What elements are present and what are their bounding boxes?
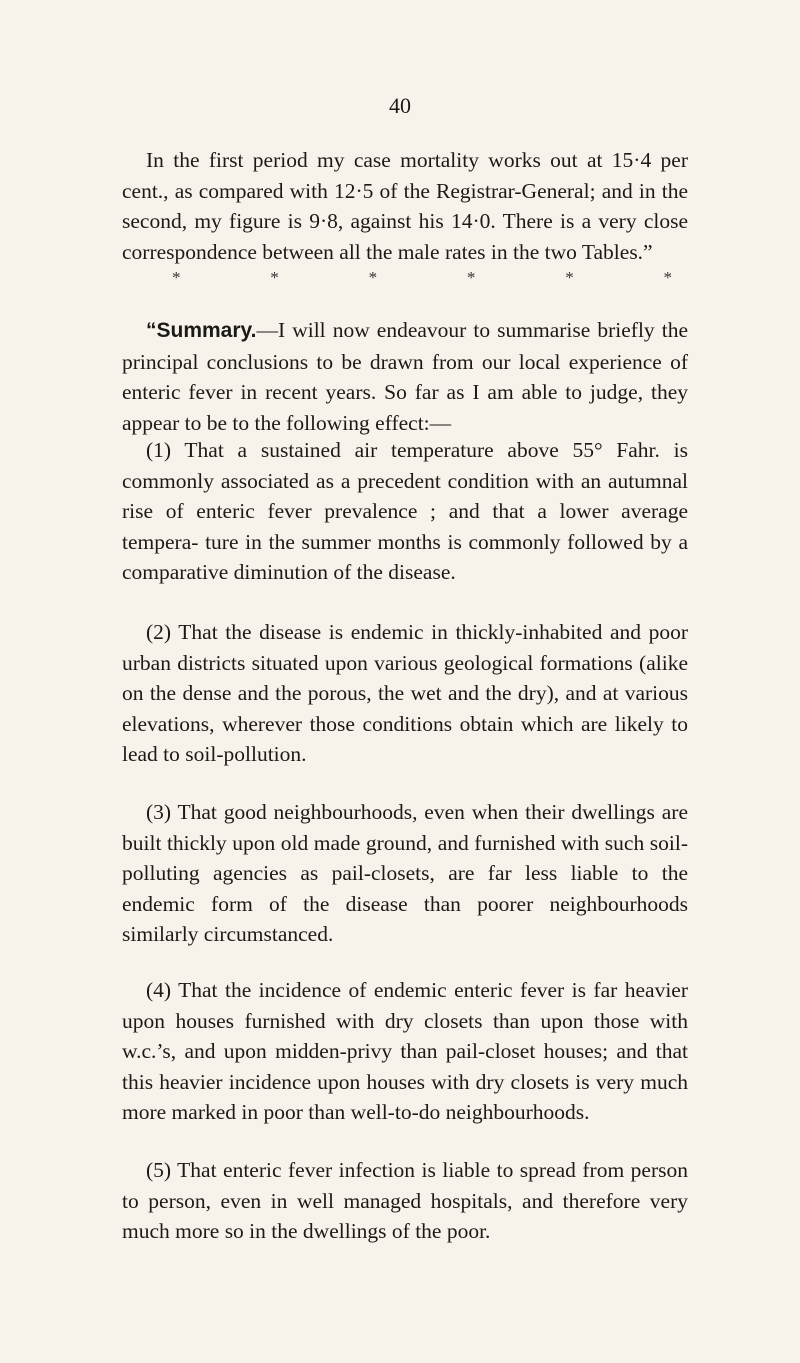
summary-heading: “Summary.: [146, 319, 257, 342]
separator-star: *: [172, 268, 181, 287]
summary-text: —I will now endeavour to summarise briefly the principal conclusions to be drawn from our local experience of enteric fever in recent years. So far as I am able to judge, they appear to be to the following effect:—: [122, 318, 688, 435]
conclusion-3: (3) That good neighbourhoods, even when their dwellings are built thickly upon old made ground, and furnished with such soil-polluting agencies as pail-closets, are far less liable to the endemic form of the disease than poorer neighbourhoods similarly circumstanced.: [122, 800, 688, 946]
separator-star: *: [663, 268, 672, 287]
summary-paragraph: [122, 315, 688, 438]
separator-star: *: [466, 268, 476, 287]
section-separator: [172, 268, 672, 288]
conclusion-1: (1) That a sustained air temperature above 55° Fahr. is commonly associated as a precedent condition with an autumnal rise of enteric fever prevalence ; and that a lower average tempera- ture in the summer months is commonly followed by a comparative diminution of the disease.: [122, 438, 688, 584]
conclusion-2: (2) That the disease is endemic in thickly-inhabited and poor urban districts situated upon various geological formations (alike on the dense and the porous, the wet and the dry), and at various elevations, wherever those conditions obtain which are likely to lead to soil-pollution.: [122, 620, 688, 766]
separator-star: *: [368, 268, 378, 287]
conclusion-5: (5) That enteric fever infection is liable to spread from person to person, even in well managed hospitals, and therefore very much more so in the dwellings of the poor.: [122, 1158, 688, 1243]
intro-paragraph: In the first period my case mortality works out at 15·4 per cent., as compared with 12·5 of the Registrar-General; and in the second, my figure is 9·8, against his 14·0. There is a very close correspondence between all the male rates in the two Tables.”: [122, 148, 688, 264]
conclusion-4: (4) That the incidence of endemic enteric fever is far heavier upon houses furnished with dry closets than upon those with w.c.’s, and upon midden-privy than pail-closet houses; and that this heavier incidence upon houses with dry closets is very much more marked in poor than well-to-do neighbourhoods.: [122, 978, 688, 1124]
page-number: 40: [389, 93, 411, 118]
separator-star: *: [565, 268, 574, 287]
separator-star: *: [270, 268, 279, 287]
